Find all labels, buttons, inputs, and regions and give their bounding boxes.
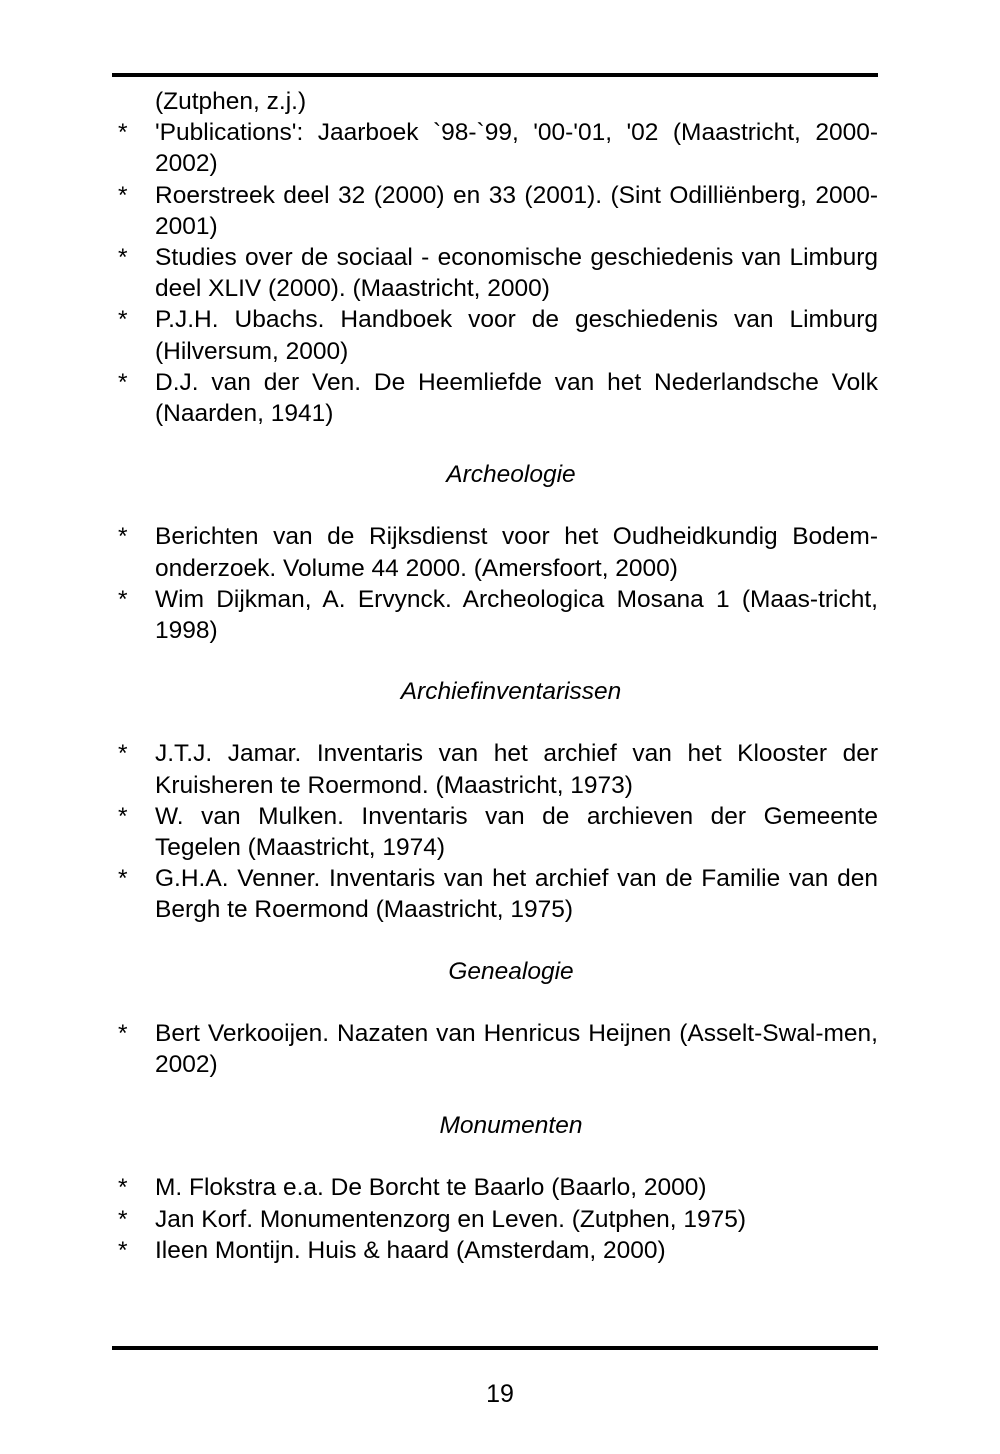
- page-number: 19: [486, 1380, 514, 1408]
- bullet-icon: *: [118, 1236, 128, 1264]
- list-item: [120, 1204, 878, 1235]
- list-item: [120, 1235, 878, 1266]
- list-item: [120, 180, 878, 242]
- bullet-icon: *: [118, 523, 128, 551]
- item-text: P.J.H. Ubachs. Handboek voor de geschiedenis van Limburg (Hilversum, 2000): [155, 306, 878, 365]
- list-item: [120, 584, 878, 646]
- section-heading: Genealogie: [448, 957, 574, 985]
- bullet-icon: *: [118, 1019, 128, 1047]
- bottom-rule: [112, 1346, 878, 1350]
- item-text: J.T.J. Jamar. Inventaris van het archief van het Klooster der Kruisheren te Roermond. (Maastricht, 1973): [155, 740, 878, 799]
- list-item: [120, 1172, 878, 1203]
- list-item: [120, 1018, 878, 1080]
- bullet-icon: *: [118, 368, 128, 396]
- list-item: [120, 801, 878, 863]
- item-text: G.H.A. Venner. Inventaris van het archief van de Familie van den Bergh te Roermond (Maastricht, 1975): [155, 865, 878, 924]
- section-genealogie: [120, 956, 878, 1081]
- section-general: [120, 117, 878, 429]
- bullet-icon: *: [118, 244, 128, 272]
- section-heading: Archiefinventarissen: [400, 678, 622, 706]
- item-text: Wim Dijkman, A. Ervynck. Archeologica Mosana 1 (Maas-tricht, 1998): [155, 585, 878, 645]
- item-text: Ileen Montijn. Huis & haard (Amsterdam, 2000): [155, 1236, 666, 1264]
- bullet-icon: *: [118, 585, 128, 613]
- item-text: Jan Korf. Monumentenzorg en Leven. (Zutphen, 1975): [155, 1205, 747, 1233]
- section-archiefinventarissen: [120, 676, 878, 925]
- lead-text: (Zutphen, z.j.): [155, 88, 307, 115]
- list-item: [120, 242, 878, 304]
- item-text: 'Publications': Jaarboek `98-`99, '00-'01, '02 (Maastricht, 2000-2002): [155, 119, 878, 178]
- item-text: Bert Verkooijen. Nazaten van Henricus Heijnen (Asselt-Swal-men, 2002): [155, 1019, 878, 1079]
- bullet-icon: *: [118, 740, 128, 768]
- item-text: M. Flokstra e.a. De Borcht te Baarlo (Baarlo, 2000): [155, 1174, 707, 1202]
- section-heading: Archeologie: [446, 461, 576, 489]
- top-rule: [112, 73, 878, 77]
- bibliography-content: [120, 86, 878, 1266]
- list-item: [120, 521, 878, 583]
- item-text: Berichten van de Rijksdienst voor het Oudheidkundig Bodem-onderzoek. Volume 44 2000. (Amersfoort, 2000): [155, 523, 878, 582]
- item-text: W. van Mulken. Inventaris van de archieven der Gemeente Tegelen (Maastricht, 1974): [155, 802, 878, 862]
- item-text: D.J. van der Ven. De Heemliefde van het Nederlandsche Volk (Naarden, 1941): [155, 368, 878, 428]
- list-item: [120, 863, 878, 925]
- list-item: [120, 738, 878, 800]
- bullet-icon: *: [118, 181, 128, 209]
- bullet-icon: *: [118, 802, 128, 830]
- bullet-icon: *: [118, 119, 128, 147]
- section-archeologie: [120, 459, 878, 646]
- bullet-icon: *: [118, 306, 128, 334]
- item-text: Studies over de sociaal - economische geschiedenis van Limburg deel XLIV (2000). (Maastricht, 2000): [155, 244, 878, 303]
- item-text: Roerstreek deel 32 (2000) en 33 (2001). (Sint Odilliënberg, 2000-2001): [155, 181, 878, 240]
- bullet-icon: *: [118, 1174, 128, 1202]
- bullet-icon: *: [118, 1205, 128, 1233]
- list-item: [120, 304, 878, 366]
- section-heading: Monumenten: [439, 1112, 583, 1140]
- list-item: [120, 117, 878, 179]
- list-item: [120, 367, 878, 429]
- section-monumenten: [120, 1110, 878, 1266]
- bullet-icon: *: [118, 865, 128, 893]
